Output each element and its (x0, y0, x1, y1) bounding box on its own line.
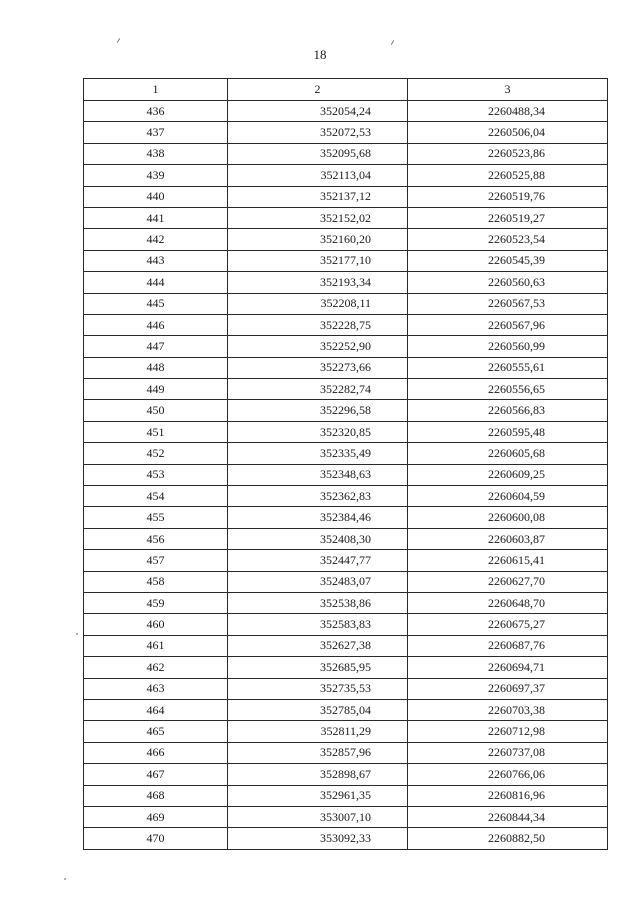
y-coordinate-cell: 2260488,34 (408, 101, 608, 122)
point-number-cell: 450 (84, 400, 228, 421)
point-number-cell: 468 (84, 785, 228, 806)
x-coordinate-cell: 352627,38 (228, 635, 408, 656)
x-coordinate-cell: 352228,75 (228, 314, 408, 335)
table-row (84, 635, 608, 656)
table-row (84, 657, 608, 678)
x-coordinate-cell: 352857,96 (228, 742, 408, 763)
y-coordinate-cell: 2260519,76 (408, 186, 608, 207)
x-coordinate-cell: 352811,29 (228, 721, 408, 742)
point-number-cell: 440 (84, 186, 228, 207)
table-row (84, 400, 608, 421)
x-coordinate-cell: 353007,10 (228, 806, 408, 827)
table-row (84, 699, 608, 720)
x-coordinate-cell: 352408,30 (228, 528, 408, 549)
y-coordinate-cell: 2260687,76 (408, 635, 608, 656)
table-row (84, 379, 608, 400)
column-header-2: 2 (228, 79, 408, 101)
point-number-cell: 438 (84, 143, 228, 164)
table-row (84, 592, 608, 613)
table-row (84, 550, 608, 571)
point-number-cell: 455 (84, 507, 228, 528)
point-number-cell: 446 (84, 314, 228, 335)
point-number-cell: 460 (84, 614, 228, 635)
y-coordinate-cell: 2260844,34 (408, 806, 608, 827)
x-coordinate-cell: 352898,67 (228, 764, 408, 785)
point-number-cell: 447 (84, 336, 228, 357)
y-coordinate-cell: 2260556,65 (408, 379, 608, 400)
x-coordinate-cell: 352348,63 (228, 464, 408, 485)
table-header-row (84, 79, 608, 101)
y-coordinate-cell: 2260627,70 (408, 571, 608, 592)
x-coordinate-cell: 352072,53 (228, 122, 408, 143)
table-row (84, 250, 608, 271)
x-coordinate-cell: 352177,10 (228, 250, 408, 271)
y-coordinate-cell: 2260506,04 (408, 122, 608, 143)
point-number-cell: 454 (84, 486, 228, 507)
table-row (84, 186, 608, 207)
table-row (84, 357, 608, 378)
table-row (84, 742, 608, 763)
y-coordinate-cell: 2260615,41 (408, 550, 608, 571)
table-row (84, 207, 608, 228)
point-number-cell: 444 (84, 272, 228, 293)
x-coordinate-cell: 352685,95 (228, 657, 408, 678)
x-coordinate-cell: 352447,77 (228, 550, 408, 571)
column-header-3: 3 (408, 79, 608, 101)
x-coordinate-cell: 352054,24 (228, 101, 408, 122)
x-coordinate-cell: 352193,34 (228, 272, 408, 293)
table-row (84, 443, 608, 464)
y-coordinate-cell: 2260567,96 (408, 314, 608, 335)
point-number-cell: 436 (84, 101, 228, 122)
table-row (84, 101, 608, 122)
point-number-cell: 462 (84, 657, 228, 678)
x-coordinate-cell: 352137,12 (228, 186, 408, 207)
table-row (84, 806, 608, 827)
x-coordinate-cell: 352362,83 (228, 486, 408, 507)
table-row (84, 528, 608, 549)
scan-speck (76, 633, 78, 635)
point-number-cell: 445 (84, 293, 228, 314)
y-coordinate-cell: 2260609,25 (408, 464, 608, 485)
y-coordinate-cell: 2260605,68 (408, 443, 608, 464)
point-number-cell: 467 (84, 764, 228, 785)
y-coordinate-cell: 2260694,71 (408, 657, 608, 678)
table-row (84, 764, 608, 785)
point-number-cell: 453 (84, 464, 228, 485)
x-coordinate-cell: 352252,90 (228, 336, 408, 357)
point-number-cell: 437 (84, 122, 228, 143)
point-number-cell: 458 (84, 571, 228, 592)
table-row (84, 165, 608, 186)
table-row (84, 785, 608, 806)
table-row (84, 229, 608, 250)
table-row (84, 122, 608, 143)
x-coordinate-cell: 352095,68 (228, 143, 408, 164)
y-coordinate-cell: 2260603,87 (408, 528, 608, 549)
point-number-cell: 456 (84, 528, 228, 549)
point-number-cell: 465 (84, 721, 228, 742)
y-coordinate-cell: 2260737,08 (408, 742, 608, 763)
y-coordinate-cell: 2260604,59 (408, 486, 608, 507)
point-number-cell: 470 (84, 828, 228, 849)
x-coordinate-cell: 352208,11 (228, 293, 408, 314)
table-row (84, 314, 608, 335)
x-coordinate-cell: 352273,66 (228, 357, 408, 378)
table-row (84, 571, 608, 592)
page-number: 18 (313, 47, 327, 62)
y-coordinate-cell: 2260523,54 (408, 229, 608, 250)
y-coordinate-cell: 2260595,48 (408, 421, 608, 442)
y-coordinate-cell: 2260882,50 (408, 828, 608, 849)
point-number-cell: 464 (84, 699, 228, 720)
y-coordinate-cell: 2260675,27 (408, 614, 608, 635)
x-coordinate-cell: 352152,02 (228, 207, 408, 228)
x-coordinate-cell: 352296,58 (228, 400, 408, 421)
table-row (84, 336, 608, 357)
y-coordinate-cell: 2260560,63 (408, 272, 608, 293)
table-row (84, 421, 608, 442)
point-number-cell: 441 (84, 207, 228, 228)
x-coordinate-cell: 352483,07 (228, 571, 408, 592)
point-number-cell: 443 (84, 250, 228, 271)
table-row (84, 678, 608, 699)
table-row (84, 486, 608, 507)
x-coordinate-cell: 352583,83 (228, 614, 408, 635)
scan-mark-left (117, 38, 120, 43)
table-row (84, 721, 608, 742)
x-coordinate-cell: 352113,04 (228, 165, 408, 186)
point-number-cell: 457 (84, 550, 228, 571)
point-number-cell: 439 (84, 165, 228, 186)
x-coordinate-cell: 352785,04 (228, 699, 408, 720)
y-coordinate-cell: 2260766,06 (408, 764, 608, 785)
point-number-cell: 461 (84, 635, 228, 656)
y-coordinate-cell: 2260519,27 (408, 207, 608, 228)
table-row (84, 828, 608, 849)
scan-speck (64, 878, 66, 880)
point-number-cell: 466 (84, 742, 228, 763)
y-coordinate-cell: 2260648,70 (408, 592, 608, 613)
x-coordinate-cell: 353092,33 (228, 828, 408, 849)
x-coordinate-cell: 352961,35 (228, 785, 408, 806)
point-number-cell: 463 (84, 678, 228, 699)
y-coordinate-cell: 2260566,83 (408, 400, 608, 421)
x-coordinate-cell: 352335,49 (228, 443, 408, 464)
y-coordinate-cell: 2260560,99 (408, 336, 608, 357)
table-row (84, 614, 608, 635)
table-body (84, 101, 608, 850)
x-coordinate-cell: 352538,86 (228, 592, 408, 613)
point-number-cell: 448 (84, 357, 228, 378)
y-coordinate-cell: 2260712,98 (408, 721, 608, 742)
table-row (84, 293, 608, 314)
x-coordinate-cell: 352735,53 (228, 678, 408, 699)
y-coordinate-cell: 2260555,61 (408, 357, 608, 378)
coordinates-table (83, 78, 608, 850)
y-coordinate-cell: 2260525,88 (408, 165, 608, 186)
point-number-cell: 459 (84, 592, 228, 613)
y-coordinate-cell: 2260697,37 (408, 678, 608, 699)
y-coordinate-cell: 2260545,39 (408, 250, 608, 271)
point-number-cell: 449 (84, 379, 228, 400)
table-row (84, 464, 608, 485)
x-coordinate-cell: 352160,20 (228, 229, 408, 250)
y-coordinate-cell: 2260703,38 (408, 699, 608, 720)
y-coordinate-cell: 2260816,96 (408, 785, 608, 806)
column-header-1: 1 (84, 79, 228, 101)
y-coordinate-cell: 2260523,86 (408, 143, 608, 164)
y-coordinate-cell: 2260567,53 (408, 293, 608, 314)
point-number-cell: 452 (84, 443, 228, 464)
table-row (84, 507, 608, 528)
point-number-cell: 442 (84, 229, 228, 250)
table-row (84, 272, 608, 293)
x-coordinate-cell: 352282,74 (228, 379, 408, 400)
x-coordinate-cell: 352384,46 (228, 507, 408, 528)
point-number-cell: 469 (84, 806, 228, 827)
point-number-cell: 451 (84, 421, 228, 442)
table-row (84, 143, 608, 164)
scan-mark-right (391, 40, 394, 45)
x-coordinate-cell: 352320,85 (228, 421, 408, 442)
y-coordinate-cell: 2260600,08 (408, 507, 608, 528)
